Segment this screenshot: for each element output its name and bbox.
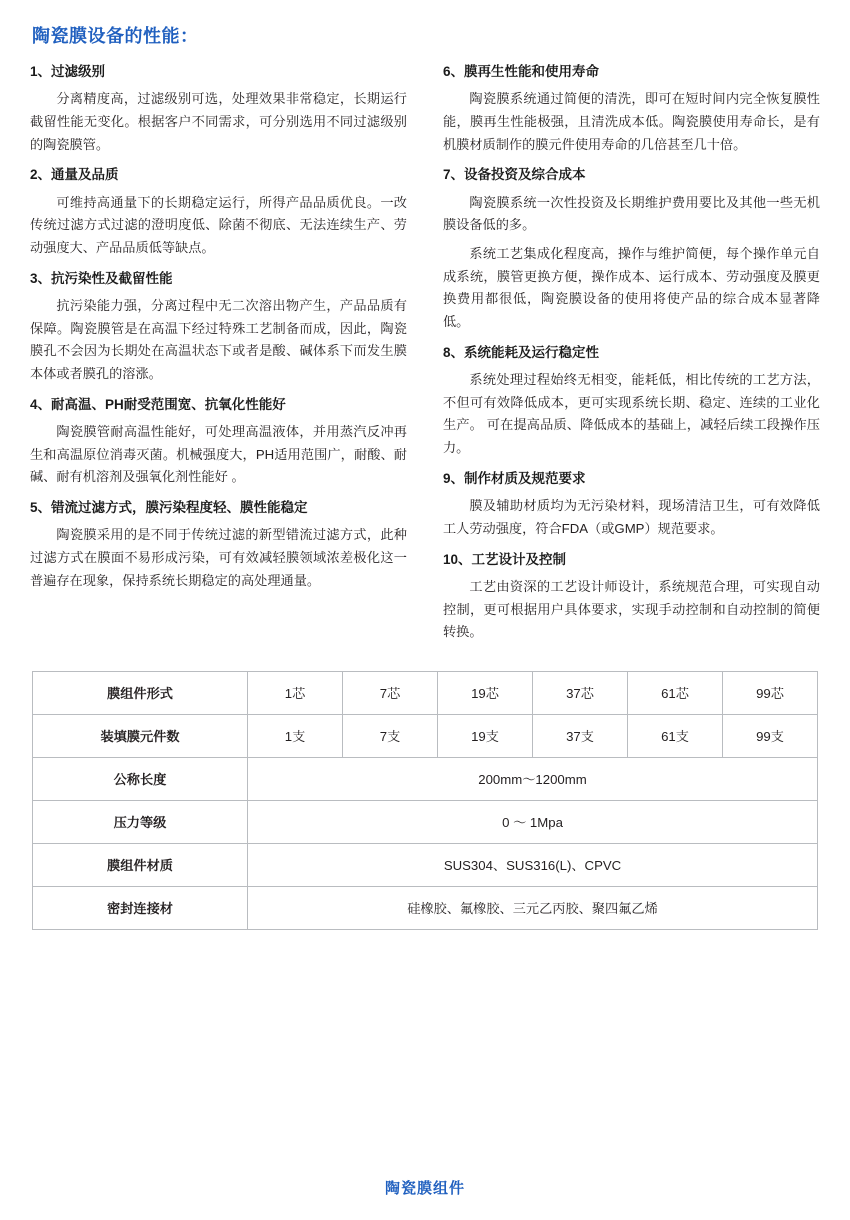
section-heading: 5、错流过滤方式，膜污染程度轻、膜性能稳定 xyxy=(30,500,308,516)
right-column xyxy=(443,62,820,653)
section-paragraph: 陶瓷膜管耐高温性能好，可处理高温液体，并用蒸汽反冲再生和高温原位消毒灭菌。机械强度大，PH适用范围广，耐酸、耐碱、耐有机溶剂及强氧化剂性能好 。 xyxy=(30,424,407,485)
section-paragraph: 系统处理过程始终无相变，能耗低，相比传统的工艺方法，不但可有效降低成本，更可实现系统长期、稳定、连续的工业化生产。 可在提高品质、降低成本的基础上，减轻后续工段操作压力。 xyxy=(443,372,820,456)
section xyxy=(30,498,407,592)
section xyxy=(443,165,820,333)
table-cell: 0 ～ 1Mpa xyxy=(248,800,818,843)
section xyxy=(443,469,820,541)
table-row-label: 膜组件形式 xyxy=(33,671,248,714)
section-paragraph: 可维持高通量下的长期稳定运行，所得产品品质优良。一改传统过滤方式过滤的澄明度低、除菌不彻底、无法连续生产、劳动强度大、产品品质低等缺点。 xyxy=(30,194,407,256)
table-cell: 1支 xyxy=(248,714,343,757)
section xyxy=(30,62,407,156)
table-row xyxy=(33,886,818,929)
section-heading: 9、制作材质及规范要求 xyxy=(443,470,586,486)
table-row xyxy=(33,757,818,800)
section-heading: 8、系统能耗及运行稳定性 xyxy=(443,344,600,360)
table-cell: 7支 xyxy=(343,714,438,757)
table-row-label: 密封连接材 xyxy=(33,886,248,929)
table-row xyxy=(33,800,818,843)
spec-table-wrapper xyxy=(30,671,820,930)
section xyxy=(30,269,407,386)
table-row xyxy=(33,714,818,757)
left-column xyxy=(30,62,407,602)
section-heading: 7、设备投资及综合成本 xyxy=(443,167,586,183)
table-row-label: 公称长度 xyxy=(33,757,248,800)
table-cell: 硅橡胶、氟橡胶、三元乙丙胶、聚四氟乙烯 xyxy=(248,886,818,929)
table-cell: 200mm～1200mm xyxy=(248,757,818,800)
table-cell: 7芯 xyxy=(343,671,438,714)
table-cell: 1芯 xyxy=(248,671,343,714)
section-paragraph: 陶瓷膜系统通过简便的清洗，即可在短时间内完全恢复膜性能，膜再生性能极强，且清洗成本低。陶瓷膜使用寿命长，是有机膜材质制作的膜元件使用寿命的几倍甚至几十倍。 xyxy=(443,91,820,152)
table-cell: 19支 xyxy=(438,714,533,757)
section xyxy=(443,343,820,460)
table-cell: 99支 xyxy=(723,714,818,757)
table-row xyxy=(33,843,818,886)
table-cell: 61芯 xyxy=(628,671,723,714)
table-cell: 37支 xyxy=(533,714,628,757)
section-paragraph: 分离精度高，过滤级别可选，处理效果非常稳定，长期运行截留性能无变化。根据客户不同需求，可分别选用不同过滤级别的陶瓷膜管。 xyxy=(30,91,407,152)
spec-table xyxy=(32,671,818,930)
table-cell: 99芯 xyxy=(723,671,818,714)
content-columns xyxy=(30,62,820,653)
table-row-label: 装填膜元件数 xyxy=(33,714,248,757)
section-heading: 10、工艺设计及控制 xyxy=(443,551,567,567)
page-title: 陶瓷膜设备的性能： xyxy=(32,26,199,46)
table-row-label: 膜组件材质 xyxy=(33,843,248,886)
section-heading: 3、抗污染性及截留性能 xyxy=(30,270,173,286)
section-paragraph: 膜及辅助材质均为无污染材料，现场清洁卫生，可有效降低工人劳动强度，符合FDA（或GMP）规范要求。 xyxy=(443,498,820,536)
table-cell: 37芯 xyxy=(533,671,628,714)
section xyxy=(443,550,820,644)
table-cell: 61支 xyxy=(628,714,723,757)
section-heading: 6、膜再生性能和使用寿命 xyxy=(443,64,600,79)
page-footer: 陶瓷膜组件 xyxy=(384,1180,465,1197)
section-heading: 4、耐高温、PH耐受范围宽、抗氧化性能好 xyxy=(30,396,286,412)
section xyxy=(30,395,407,489)
table-cell: SUS304、SUS316(L)、CPVC xyxy=(248,843,818,886)
table-row-label: 压力等级 xyxy=(33,800,248,843)
section-heading: 2、通量及品质 xyxy=(30,167,119,183)
section xyxy=(30,165,407,259)
section-paragraph: 抗污染能力强，分离过程中无二次溶出物产生，产品品质有保障。陶瓷膜管是在高温下经过特殊工艺制备而成，因此，陶瓷膜孔不会因为长期处在高温状态下或者是酸、碱体系下而发生膜本体或者膜孔的溶涨。 xyxy=(30,297,407,382)
section-heading: 1、过滤级别 xyxy=(30,64,106,79)
table-cell: 19芯 xyxy=(438,671,533,714)
table-row xyxy=(33,671,818,714)
section-paragraph: 陶瓷膜系统一次性投资及长期维护费用要比及其他一些无机膜设备低的多。 xyxy=(443,194,820,233)
section-paragraph: 陶瓷膜采用的是不同于传统过滤的新型错流过滤方式，此种过滤方式在膜面不易形成污染，可有效减轻膜领域浓差极化这一普遍存在现象，保持系统长期稳定的高处理通量。 xyxy=(30,527,407,588)
section xyxy=(443,62,820,156)
section-paragraph: 工艺由资深的工艺设计师设计，系统规范合理，可实现自动控制，更可根据用户具体要求，实现手动控制和自动控制的简便转换。 xyxy=(443,578,820,640)
section-paragraph: 系统工艺集成化程度高，操作与维护简便，每个操作单元自成系统，膜管更换方便，操作成本、运行成本、劳动强度及膜更换费用都很低，陶瓷膜设备的使用将使产品的综合成本显著降低。 xyxy=(443,246,820,330)
